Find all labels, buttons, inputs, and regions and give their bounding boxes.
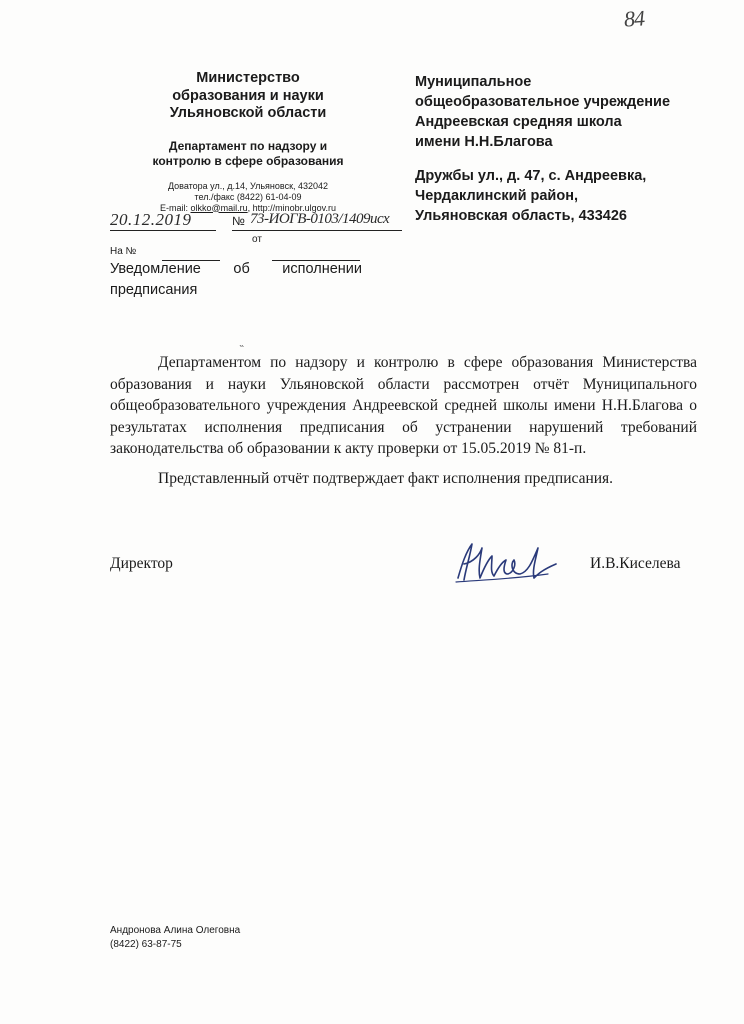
recipient-address-1: Дружбы ул., д. 47, с. Андреевка, [415, 168, 647, 184]
subject-line-1: Уведомление об исполнении [110, 261, 362, 277]
recipient-block [415, 72, 715, 226]
recipient-line-2: общеобразовательное учреждение [415, 94, 671, 110]
subject-heading [110, 259, 362, 301]
department-name [118, 139, 378, 169]
ministry-line-3: Ульяновской области [169, 105, 327, 121]
sender-phone: тел./факс (8422) 61-04-09 [194, 191, 302, 202]
registration-date: 20.12.2019 [110, 210, 192, 229]
from-label: от [252, 234, 262, 245]
sender-contacts [118, 181, 378, 214]
signatory-name: И.В.Киселева [590, 555, 681, 572]
executor-block [110, 924, 240, 952]
recipient-address-2: Чердаклинский район, [415, 188, 578, 204]
recipient-line-4: имени Н.Н.Благова [415, 134, 553, 150]
number-label: № [232, 214, 245, 228]
executor-phone: (8422) 63-87-75 [110, 939, 182, 950]
handwritten-signature [452, 534, 564, 590]
body-paragraph-1: Департаментом по надзору и контролю в сфере образования Министерства образования и науки Ульяновской области рассмотрен отчёт Муниципального общеобразовательного учреждения Андреевской средней школы имени Н.Н.Благова о результатах исполнения предписания об устранении нарушений требований законодательства об образовании к акту проверки от 15.05.2019 № 81-п. [110, 354, 697, 457]
recipient-line-3: Андреевская средняя школа [415, 114, 622, 130]
email-label: E-mail: [159, 202, 188, 213]
subject-line-2: предписания [110, 282, 198, 298]
registration-number: 73-ИОГВ-0103/1409исх [250, 211, 390, 227]
page-number-mark: 84 [623, 5, 645, 32]
recipient-address-3: Ульяновская область, 433426 [415, 208, 627, 224]
email-link[interactable]: olkko@mail.ru [190, 202, 248, 213]
stray-mark: ˵ [240, 340, 244, 351]
sender-block [118, 70, 378, 214]
website-link[interactable]: , http://minobr.ulgov.ru [247, 202, 337, 213]
number-underline [232, 230, 402, 231]
department-line-2: контролю в сфере образования [152, 153, 344, 168]
executor-name: Андронова Алина Олеговна [110, 925, 241, 936]
recipient-line-1: Муниципальное [415, 74, 532, 90]
ministry-line-2: образования и науки [172, 87, 324, 104]
letter-body [110, 352, 697, 489]
body-paragraph-2: Представленный отчёт подтверждает факт исполнения предписания. [158, 469, 614, 487]
date-underline [110, 230, 216, 231]
ministry-line-1: Министерство [196, 70, 300, 86]
department-line-1: Департамент по надзору и [168, 138, 328, 153]
recipient-address [415, 166, 715, 226]
signatory-position: Директор [110, 555, 173, 572]
reference-label: На № [110, 246, 137, 257]
sender-address: Доватора ул., д.14, Ульяновск, 432042 [167, 180, 329, 191]
